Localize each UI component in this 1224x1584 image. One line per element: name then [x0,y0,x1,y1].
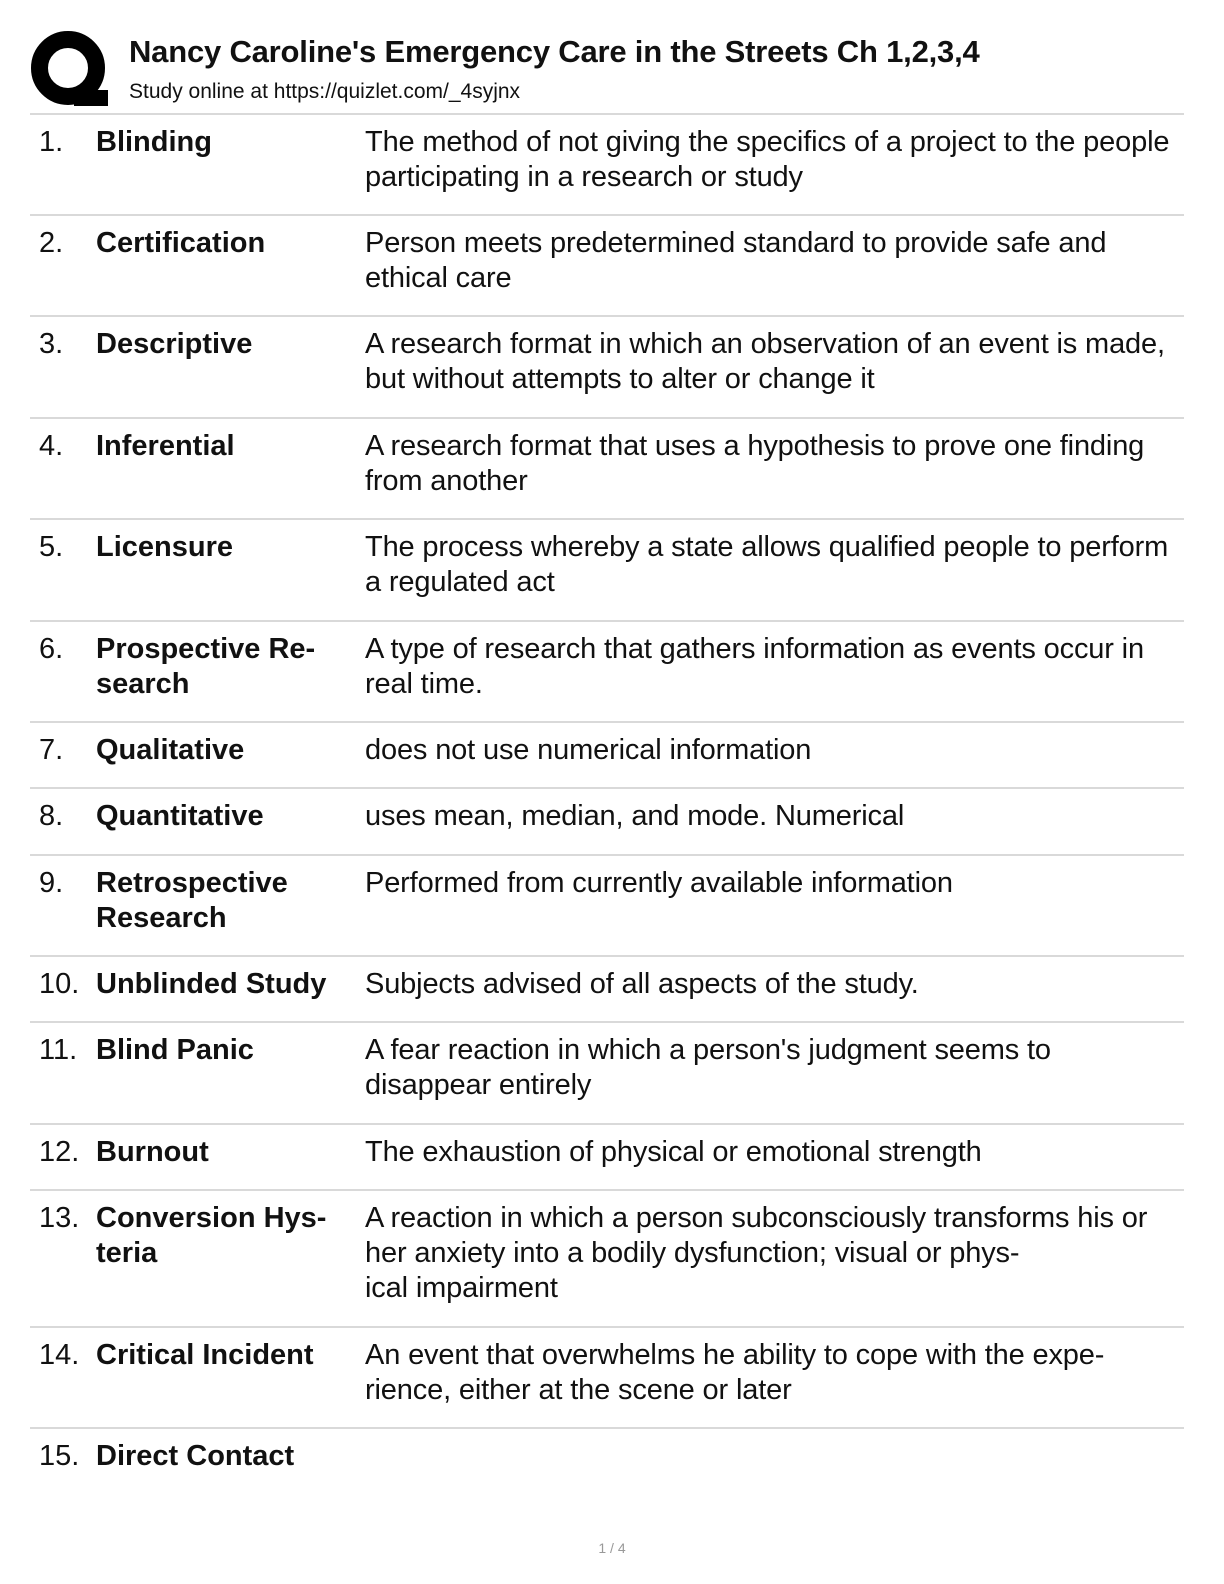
term-row [30,1191,1184,1328]
term-number: 3. [39,328,64,360]
term-name: Prospective Re- search [96,633,316,700]
term-name: Descriptive [96,328,253,360]
term-definition: An event that overwhelms he ability to cope with the expe- rience, either at the scene or later [365,1339,1105,1406]
term-definition: A research format in which an observation of an event is made, but without attempts to alter or change it [365,328,1165,395]
term-definition: Person meets predetermined standard to provide safe and ethical care [365,227,1107,294]
document-title: Nancy Caroline's Emergency Care in the Streets Ch 1,2,3,4 [129,34,980,69]
term-row [30,1429,1184,1495]
term-number: 15. [39,1440,80,1472]
term-definition: does not use numerical information [365,734,812,766]
term-name: Qualitative [96,734,245,766]
terms-table [30,115,1184,1495]
term-definition: A type of research that gathers information as events occur in real time. [365,633,1144,700]
term-number: 2. [39,227,64,259]
term-row [30,520,1184,622]
term-number: 11. [39,1034,78,1066]
term-definition: A fear reaction in which a person's judgment seems to disappear entirely [365,1034,1051,1101]
term-number: 6. [39,633,64,665]
term-row [30,957,1184,1023]
term-name: Retrospective Research [96,867,288,934]
term-row [30,419,1184,520]
term-definition: The process whereby a state allows qualified people to perform a regulated act [365,531,1169,598]
term-row [30,622,1184,723]
term-name: Blinding [96,126,212,158]
study-online-link[interactable]: Study online at https://quizlet.com/_4syjnx [129,80,521,103]
term-name: Licensure [96,531,233,563]
term-row [30,1328,1184,1429]
term-number: 14. [39,1339,80,1371]
term-name: Unblinded Study [96,968,327,1000]
term-name: Conversion Hys- teria [96,1202,327,1269]
term-number: 9. [39,867,64,899]
term-number: 13. [39,1202,80,1234]
term-row [30,216,1184,317]
term-row [30,115,1184,216]
term-number: 12. [39,1136,80,1168]
term-number: 4. [39,430,64,462]
term-name: Quantitative [96,800,264,832]
term-number: 10. [39,968,80,1000]
term-definition: Performed from currently available information [365,867,953,899]
term-number: 1. [39,126,64,158]
quizlet-q-logo-icon [30,30,108,108]
term-number: 7. [39,734,64,766]
term-row [30,723,1184,789]
document-header [30,30,1190,114]
term-definition: The exhaustion of physical or emotional strength [365,1136,982,1168]
term-row [30,856,1184,957]
term-definition: A research format that uses a hypothesis to prove one finding from another [365,430,1145,497]
term-number: 5. [39,531,64,563]
term-definition: Subjects advised of all aspects of the study. [365,968,919,1000]
term-name: Certification [96,227,266,259]
term-definition: A reaction in which a person subconsciously transforms his or her anxiety into a bodily dysfunction; visual or phys- ical impairment [365,1202,1148,1304]
term-number: 8. [39,800,64,832]
page-number: 1 / 4 [598,1540,626,1556]
term-name: Burnout [96,1136,209,1168]
term-row [30,317,1184,419]
term-row [30,1023,1184,1125]
term-row [30,1125,1184,1191]
term-name: Blind Panic [96,1034,254,1066]
term-definition: uses mean, median, and mode. Numerical [365,800,905,832]
term-name: Critical Incident [96,1339,314,1371]
term-definition: The method of not giving the specifics of a project to the people participating in a research or study [365,126,1170,193]
term-row [30,789,1184,856]
term-name: Direct Contact [96,1440,295,1472]
term-name: Inferential [96,430,235,462]
